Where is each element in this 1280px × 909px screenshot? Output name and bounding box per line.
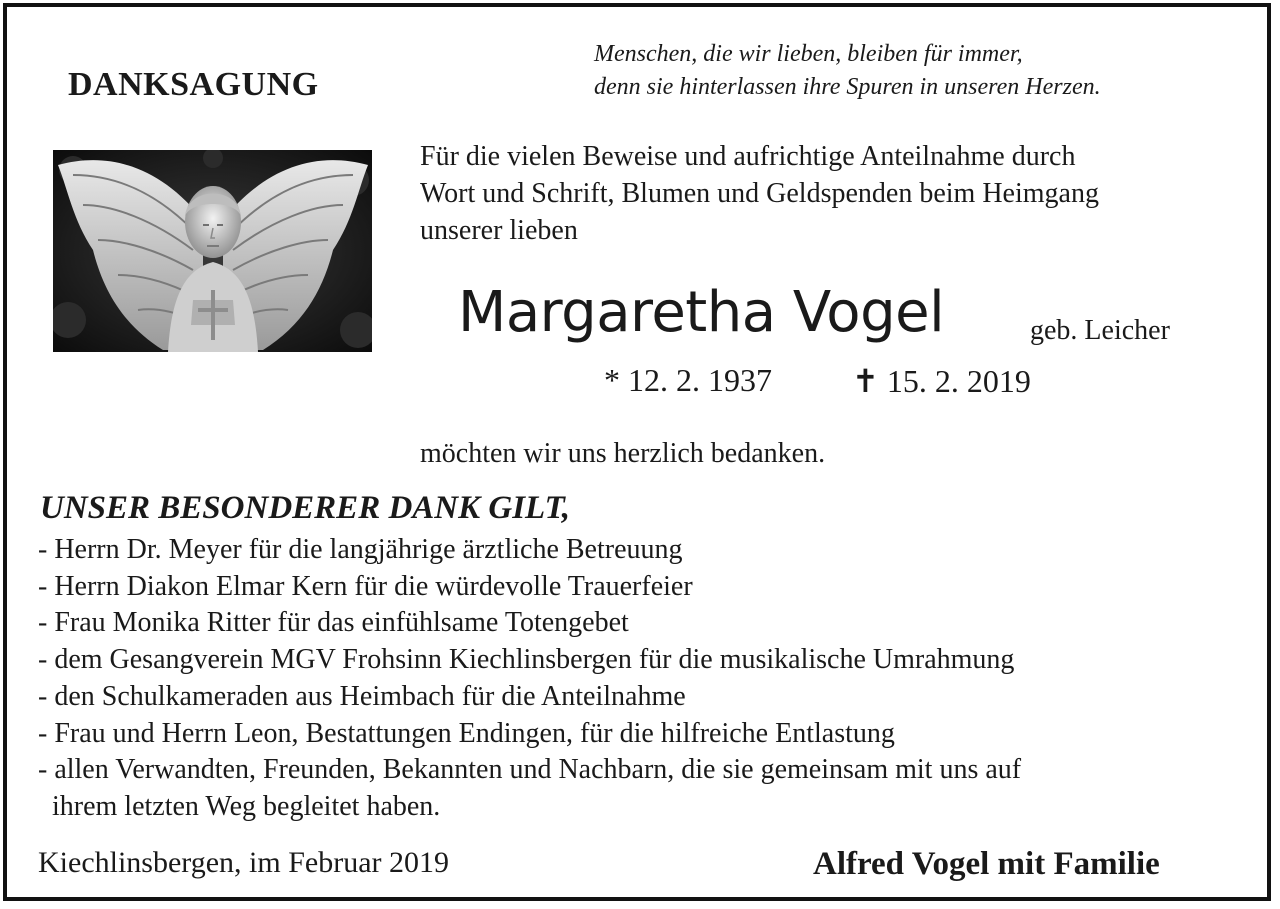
angel-statue-photo (53, 150, 372, 352)
list-item: - Frau und Herrn Leon, Bestattungen Endingen, für die hilfreiche Entlastung (38, 717, 895, 749)
place-date: Kiechlinsbergen, im Februar 2019 (38, 846, 450, 879)
list-item: - allen Verwandten, Freunden, Bekannten und Nachbarn, die sie gemeinsam mit uns auf (38, 754, 1022, 786)
intro-line-3: unserer lieben (420, 215, 578, 246)
closing-thanks: möchten wir uns herzlich bedanken. (420, 438, 826, 469)
intro-text (420, 138, 1232, 249)
intro-line-1: Für die vielen Beweise und aufrichtige Anteilnahme durch (420, 141, 1076, 172)
angel-statue-image (53, 150, 372, 352)
special-thanks-heading: UNSER BESONDERER DANK GILT, (40, 490, 570, 526)
birth-date: * 12. 2. 1937 (604, 362, 772, 398)
special-thanks-list (38, 532, 1238, 826)
birth-name: geb. Leicher (1030, 315, 1170, 346)
quote (594, 38, 1101, 104)
quote-line-1: Menschen, die wir lieben, bleiben für immer, (594, 41, 1023, 67)
list-item: - Frau Monika Ritter für das einfühlsame Totengebet (38, 607, 629, 639)
page-title: DANKSAGUNG (68, 66, 319, 103)
signature: Alfred Vogel mit Familie (813, 846, 1160, 882)
death-date: ✝ 15. 2. 2019 (852, 363, 1031, 399)
intro-line-2: Wort und Schrift, Blumen und Geldspenden beim Heimgang (420, 178, 1099, 209)
list-item: - den Schulkameraden aus Heimbach für die Anteilnahme (38, 680, 686, 712)
list-item: - dem Gesangverein MGV Frohsinn Kiechlinsbergen für die musikalische Umrahmung (38, 644, 1015, 676)
quote-line-2: denn sie hinterlassen ihre Spuren in unseren Herzen. (594, 74, 1101, 100)
list-item: - Herrn Diakon Elmar Kern für die würdevolle Trauerfeier (38, 570, 693, 602)
list-item: - Herrn Dr. Meyer für die langjährige ärztliche Betreuung (38, 534, 683, 565)
list-item: ihrem letzten Weg begleitet haben. (38, 790, 441, 822)
deceased-name: Margaretha Vogel (458, 280, 945, 345)
